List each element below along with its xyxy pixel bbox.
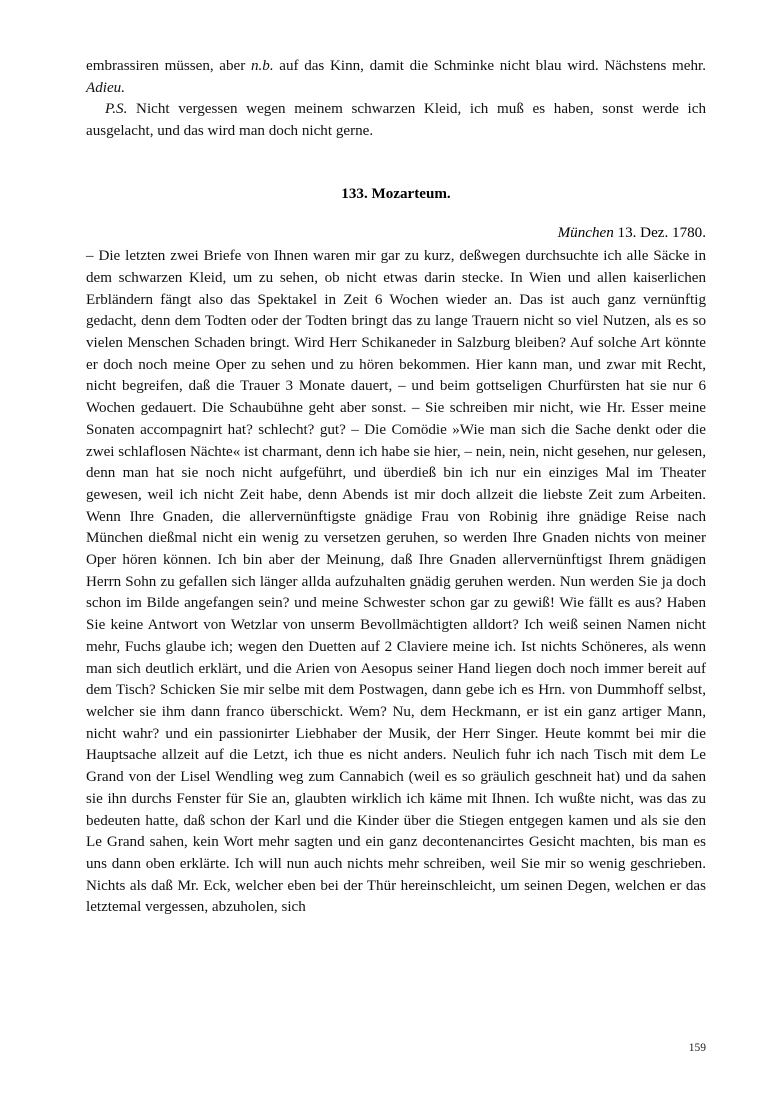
dateline-date: 13. Dez. 1780. [613, 224, 706, 241]
dateline [86, 223, 706, 247]
letter-body-paragraph: – Die letzten zwei Briefe von Ihnen waren mir gar zu kurz, deßwegen durchsuchte ich alle Säcke in dem schwarzen Kleid, um zu sehen, ob nicht etwas darin stecke. In Wien und allen kaiserlichen Erbländern fängt also das Spektakel in Zeit 6 Wochen wieder an. Das ist auch ganz vernünftig gedacht, denn dem Todten oder der Todten bringt das zu lange Trauern nicht so viel Nutzen, als es so vielen Menschen Schaden bringt. Wird Herr Schikaneder in Salzburg bleiben? Auf solche Art könnte er doch noch meine Oper zu sehen und zu hören bekommen. Hier kann man, und zwar mit Recht, nicht begreifen, daß die Trauer 3 Monate dauert, – und beim gottseligen Churfürsten hat sie nur 6 Wochen gedauert. Die Schaubühne geht aber sonst. – Sie schreiben mir nicht, wie Hr. Esser meine Sonaten accompagnirt hat? schlecht? gut? – Die Comödie »Wie man sich die Sache denkt oder die zwei schlaflosen Nächte« ist charmant, denn ich habe sie hier, – nein, nein, nicht gesehen, nur gelesen, denn man hat sie noch nicht aufgeführt, und überdieß bin ich nur ein einziges Mal im Theater gewesen, weil ich nicht Zeit habe, denn Abends ist mir doch allzeit die liebste Zeit zum Arbeiten. Wenn Ihre Gnaden, die allervernünftigste gnädige Frau von Robinig ihre gnädige Reise nach München dießmal nicht ein wenig zu versetzen geruhen, so werden Ihre Gnaden nichts von meiner Oper hören können. Ich bin aber der Meinung, daß Ihre Gnaden allervernünftigst Ihrem gnädigen Herrn Sohn zu gefallen sich länger allda aufzuhalten gnädig geruhen werden. Nun werden Sie ja doch schon im Bilde angefangen sein? und meine Schwester schon gar zu gewiß! Wie fällt es aus? Haben Sie keine Antwort von Wetzlar von unserm Bevollmächtigten alldort? Ich weiß seinen Namen nicht mehr, Fuchs glaube ich; wegen den Duetten auf 2 Claviere meine ich. Ist nichts Schöneres, als wenn man sich deutlich erklärt, und die Arien von Aesopus seiner Hand liegen doch noch immer bereit auf dem Tisch? Schicken Sie mir selbe mit dem Postwagen, dann gebe ich es Hrn. von Dummhoff selbst, welcher sie ihm dann franco überschickt. Wem? Nu, dem Heckmann, er ist ein ganz artiger Mann, nicht wahr? und ein passionirter Liebhaber der Musik, der Herr Singer. Heute kommt bei mir die Hauptsache allzeit auf die Letzt, ich thue es nicht anders. Neulich fuhr ich nach Tisch mit dem Le Grand von der Lisel Wendling weg zum Cannabich (weil es so gräulich geschneit hat) und da sahen sie ihn durchs Fenster für Sie an, glaubten wirklich ich käme mit Ihnen. Ich wußte nicht, was das zu bedeuten hatte, daß schon der Karl und die Kinder über die Stiegen entgegen kamen und als sie den Le Grand sahen, kein Wort mehr sagten und ein ganz decontenancirtes Gesicht machten, bis man es uns dann oben erklärte. Ich will nun auch nichts mehr schreiben, weil Sie mir so wenig geschrieben. Nichts als daß Mr. Eck, welcher eben bei der Thür hereinschleicht, um seinen Degen, welchen er das letztemal vergessen, abzuholen, sich [86, 248, 706, 916]
dateline-place: München [557, 224, 614, 241]
page-number: 159 [688, 1042, 706, 1054]
section-heading: 133. Mozarteum. [341, 185, 451, 202]
continuation-text-part-1: embrassiren müssen, aber [86, 58, 251, 74]
text-block [86, 56, 706, 919]
continuation-text-part-2: auf das Kinn, damit die Schminke nicht blau wird. Nächstens mehr. [273, 58, 707, 74]
postscript-label: P.S. [105, 101, 128, 118]
postscript-paragraph [86, 99, 706, 142]
continuation-paragraph [86, 56, 706, 99]
continuation-italic-nb: n.b. [250, 58, 274, 74]
postscript-text: Nicht vergessen wegen meinem schwarzen Kleid, ich muß es haben, sonst werde ich ausgelacht, und das wird man doch nicht gerne. [86, 101, 706, 140]
continuation-italic-adieu: Adieu. [86, 79, 125, 96]
